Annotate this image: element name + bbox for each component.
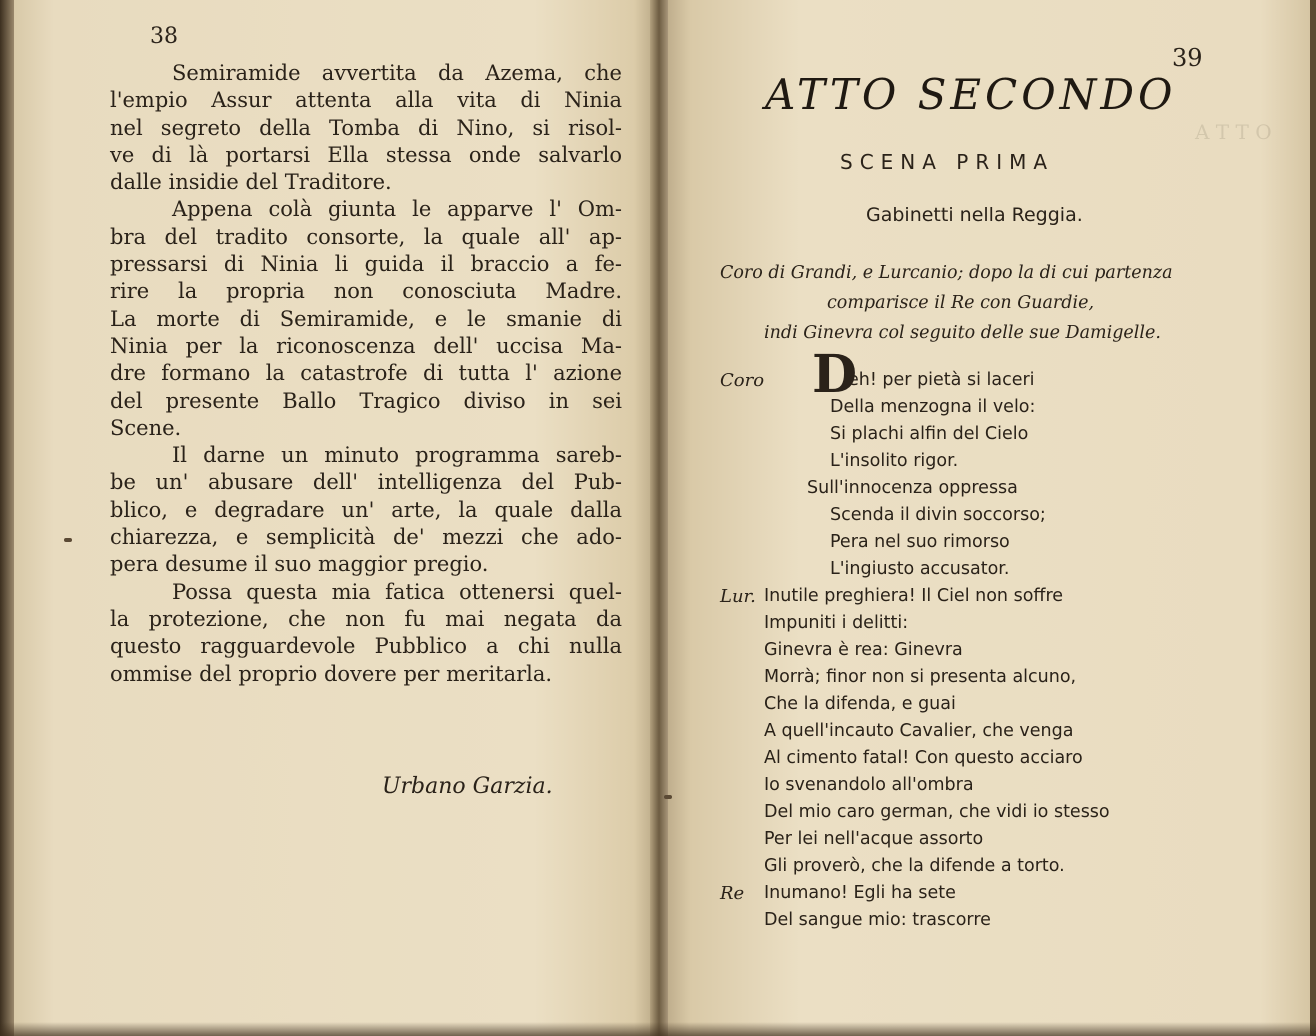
text-line: Il darne un minuto programma sareb- — [172, 443, 622, 468]
verse-line — [720, 772, 1280, 799]
text-line: blico, e degradare un' arte, la quale dalla — [110, 497, 622, 522]
text-line: nel segreto della Tomba di Nino, si risol- — [110, 115, 622, 140]
verse-text: Della menzogna il velo: — [830, 397, 1036, 417]
verse-text: Per lei nell'acque assorto — [764, 829, 984, 849]
verse-line — [720, 583, 1280, 610]
stage-direction — [720, 258, 1240, 348]
book-gutter — [650, 0, 668, 1036]
speaker-label: Coro — [720, 370, 765, 391]
text-line: ve di là portarsi Ella stessa onde salvarlo — [110, 142, 622, 167]
verse-line — [720, 718, 1280, 745]
verse-line — [720, 745, 1280, 772]
text-line: pressarsi di Ninia li guida il braccio a fe- — [110, 252, 622, 277]
ink-mark — [664, 795, 672, 799]
text-line: be un' abusare dell' intelligenza del Pub- — [110, 470, 622, 495]
text-line: Scene. — [110, 415, 182, 440]
verse-line — [720, 610, 1280, 637]
verse-line — [720, 529, 1280, 556]
verse-text: Sull'innocenza oppressa — [807, 478, 1018, 498]
verse-line — [720, 421, 1280, 448]
text-line: bra del tradito consorte, la quale all' ap- — [110, 224, 622, 249]
text-line: dalle insidie del Traditore. — [110, 170, 392, 195]
verse-text: Si plachi alfin del Cielo — [830, 424, 1029, 444]
text-line: dre formano la catastrofe di tutta l' azione — [110, 361, 622, 386]
speaker-label: Re — [720, 883, 745, 904]
verse-text: Morrà; finor non si presenta alcuno, — [764, 667, 1077, 687]
text-line: La morte di Semiramide, e le smanie di — [110, 306, 622, 331]
act-title: ATTO SECONDO — [765, 70, 1177, 119]
verse-line — [720, 799, 1280, 826]
verse-text: Inutile preghiera! Il Ciel non soffre — [764, 586, 1064, 606]
stage-direction-line: comparisce il Re con Guardie, — [827, 293, 1095, 313]
page-bottom-shadow — [0, 1022, 1316, 1036]
verse-text: A quell'incauto Cavalier, che venga — [764, 721, 1074, 741]
verse-text: Che la difenda, e guai — [764, 694, 956, 714]
verse-line — [720, 691, 1280, 718]
text-line: pera desume il suo maggior pregio. — [110, 552, 489, 577]
text-line: ommise del proprio dovere per meritarla. — [110, 661, 553, 686]
text-line: Semiramide avvertita da Azema, che — [172, 61, 622, 85]
verse-line — [720, 475, 1280, 502]
verse-text: Del sangue mio: trascorre — [764, 910, 991, 930]
verse-line — [720, 502, 1280, 529]
paragraph — [110, 442, 622, 578]
bleed-through: A T T O — [1195, 120, 1272, 144]
speaker-label: Lur. — [720, 586, 756, 607]
verse-text: Inumano! Egli ha sete — [764, 883, 956, 903]
verse-line — [720, 344, 1280, 405]
verse-text: eh! per pietà si laceri — [848, 370, 1035, 390]
verse-line — [720, 880, 1280, 907]
paragraph — [110, 196, 622, 442]
author-signature: Urbano Garzia. — [382, 774, 553, 799]
drop-cap: D — [812, 344, 858, 405]
verse-text: Gli proverò, che la difende a torto. — [764, 856, 1065, 876]
scene-title: SCENA PRIMA — [840, 150, 1055, 174]
page-number-left: 38 — [150, 24, 178, 49]
verse-text: Al cimento fatal! Con questo acciaro — [764, 748, 1083, 768]
verse-text: Ginevra è rea: Ginevra — [764, 640, 963, 660]
verse-line — [720, 556, 1280, 583]
text-line: questo ragguardevole Pubblico a chi nulla — [110, 634, 622, 659]
prose-block — [110, 60, 622, 688]
stage-direction-line: Coro di Grandi, e Lurcanio; dopo la di cui partenza — [720, 263, 1173, 283]
text-line: Appena colà giunta le apparve l' Om- — [172, 197, 622, 222]
verse-line — [720, 394, 1280, 421]
text-line: Ninia per la riconoscenza dell' uccisa Ma- — [110, 333, 622, 358]
text-line: del presente Ballo Tragico diviso in sei — [110, 388, 622, 413]
verse-line — [720, 853, 1280, 880]
page-number-right: 39 — [1172, 44, 1203, 72]
verse-text: L'ingiusto accusator. — [830, 559, 1010, 579]
paragraph — [110, 60, 622, 196]
scene-setting: Gabinetti nella Reggia. — [866, 204, 1083, 226]
verse-text: Del mio caro german, che vidi io stesso — [764, 802, 1110, 822]
verse-text: Impuniti i delitti: — [764, 613, 909, 633]
verse-block — [720, 344, 1280, 934]
text-line: chiarezza, e semplicità de' mezzi che ado- — [110, 525, 622, 550]
text-line: rire la propria non conosciuta Madre. — [110, 279, 622, 304]
verse-line — [720, 907, 1280, 934]
verse-text: Pera nel suo rimorso — [830, 532, 1010, 552]
verse-text: Scenda il divin soccorso; — [830, 505, 1046, 525]
stage-direction-line: indi Ginevra col seguito delle sue Damigelle. — [764, 323, 1161, 343]
verse-line — [720, 664, 1280, 691]
text-line: la protezione, che non fu mai negata da — [110, 606, 622, 631]
paragraph — [110, 579, 622, 688]
ink-mark — [64, 538, 72, 542]
verse-line — [720, 826, 1280, 853]
text-line: l'empio Assur attenta alla vita di Ninia — [110, 88, 622, 113]
verse-line — [720, 637, 1280, 664]
verse-text: L'insolito rigor. — [830, 451, 959, 471]
verse-line — [720, 448, 1280, 475]
text-line: Possa questa mia fatica ottenersi quel- — [172, 579, 622, 604]
verse-text: Io svenandolo all'ombra — [764, 775, 974, 795]
